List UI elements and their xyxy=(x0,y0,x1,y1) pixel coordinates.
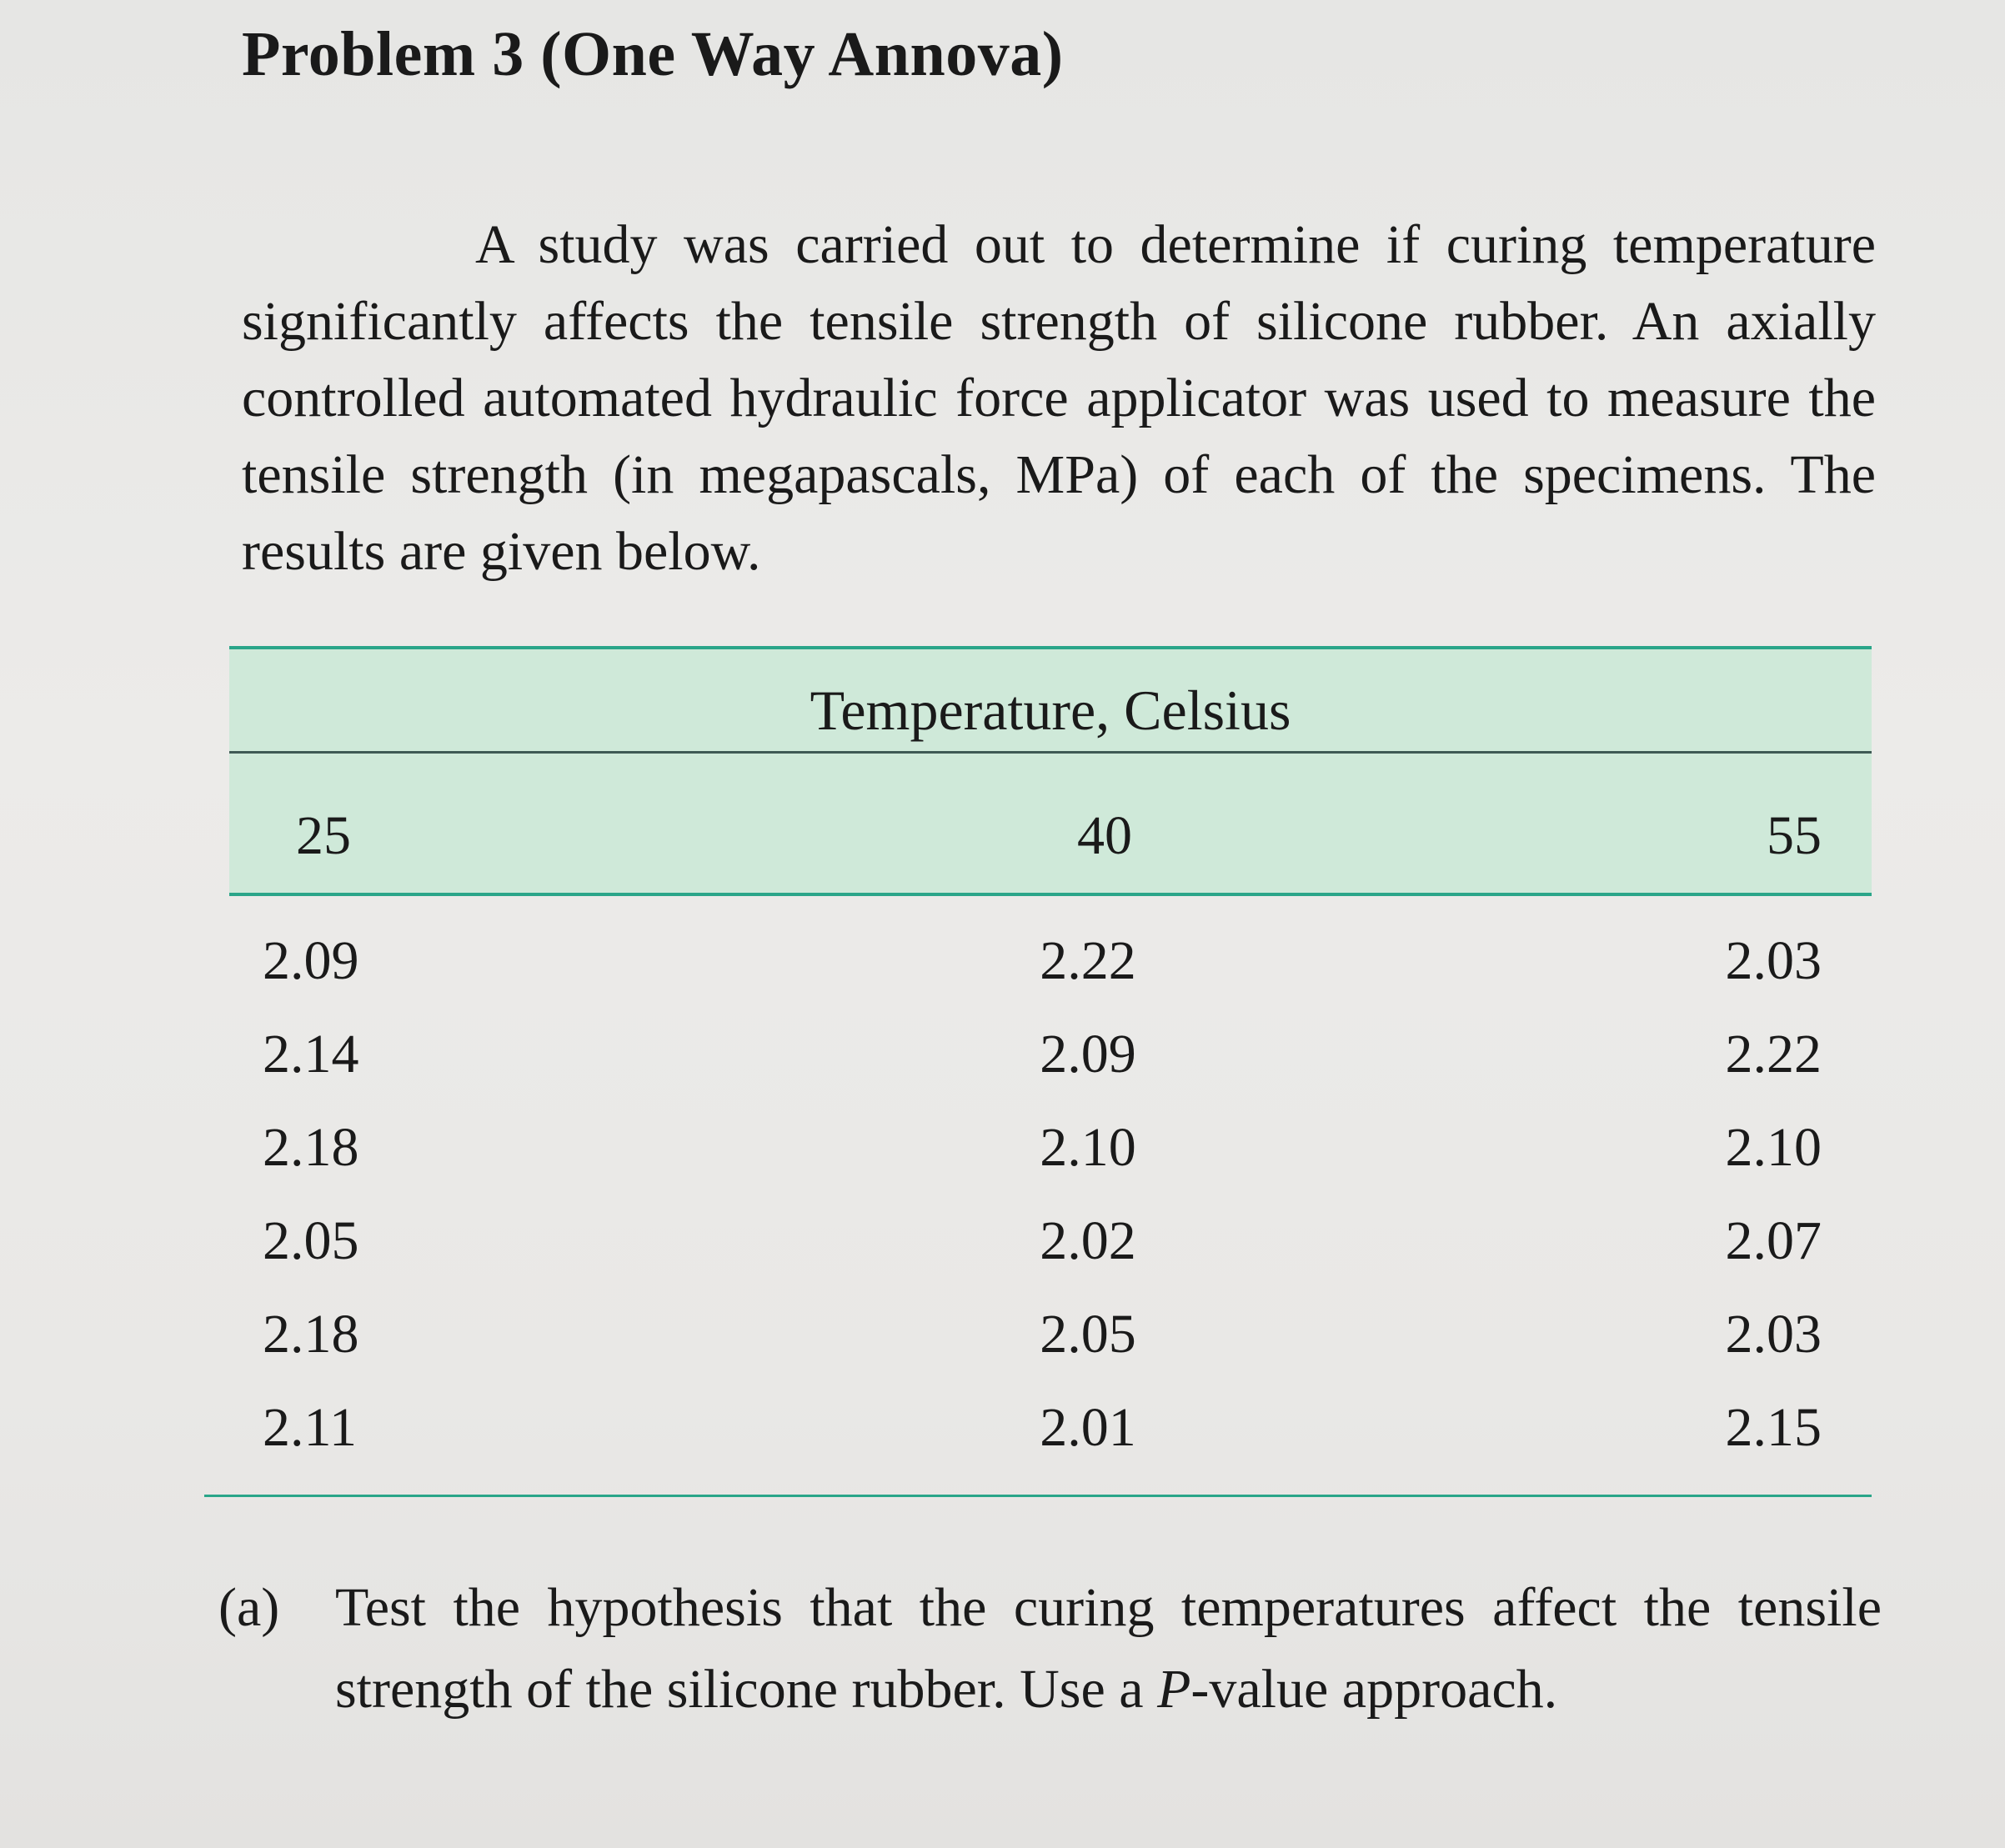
table-cell: 2.10 xyxy=(1725,1117,1822,1178)
question-text xyxy=(335,1567,1882,1730)
table-cell: 2.09 xyxy=(263,930,359,991)
table-cell: 2.05 xyxy=(263,1210,359,1271)
table-end-rule xyxy=(204,1495,1872,1497)
problem-title: Problem 3 (One Way Annova) xyxy=(242,19,1064,89)
table-cell: 2.15 xyxy=(1725,1397,1822,1458)
question-text-part-1: Test the hypothesis that the curing temperatures affect the tensile strength of the silicone rubber. Use a xyxy=(335,1577,1882,1720)
table-cell: 2.05 xyxy=(1040,1304,1136,1365)
table-cell: 2.11 xyxy=(263,1397,358,1458)
table-cell: 2.03 xyxy=(1725,930,1822,991)
table-cell: 2.18 xyxy=(263,1117,359,1178)
column-55-values xyxy=(1726,914,1822,1475)
table-top-rule xyxy=(229,646,1872,649)
table-cell: 2.02 xyxy=(1040,1210,1136,1271)
problem-intro: A study was carried out to determine if curing temperature significantly affects the tensile strength of silicone rubber. An axially controlled automated hydraulic force applicator was used to measure the tensile strength (in megapascals, MPa) of each of the specimens. The results are given below. xyxy=(242,214,1876,582)
table-body xyxy=(229,896,1872,1471)
group-header: Temperature, Celsius xyxy=(810,679,1291,742)
question-a xyxy=(218,1567,1886,1730)
table-cell: 2.18 xyxy=(263,1304,359,1365)
column-header-40: 40 xyxy=(1077,805,1132,866)
table-cell: 2.22 xyxy=(1725,1024,1822,1084)
column-25-values xyxy=(263,914,359,1475)
table-cell: 2.14 xyxy=(263,1024,359,1084)
table-cell: 2.03 xyxy=(1725,1304,1822,1365)
column-40-values xyxy=(988,914,1188,1475)
data-table xyxy=(229,646,1872,1471)
table-cell: 2.01 xyxy=(1040,1397,1136,1458)
table-cell: 2.07 xyxy=(1725,1210,1822,1271)
question-label: (a) xyxy=(218,1577,280,1638)
table-mid-rule xyxy=(229,751,1872,754)
table-cell: 2.22 xyxy=(1040,930,1136,991)
table-header xyxy=(229,646,1872,896)
column-header-55: 55 xyxy=(1767,805,1822,866)
table-cell: 2.10 xyxy=(1040,1117,1136,1178)
column-header-25: 25 xyxy=(296,805,351,866)
question-text-part-2: -value approach. xyxy=(1190,1659,1558,1720)
table-cell: 2.09 xyxy=(1040,1024,1136,1084)
question-italic-p: P xyxy=(1157,1659,1191,1720)
